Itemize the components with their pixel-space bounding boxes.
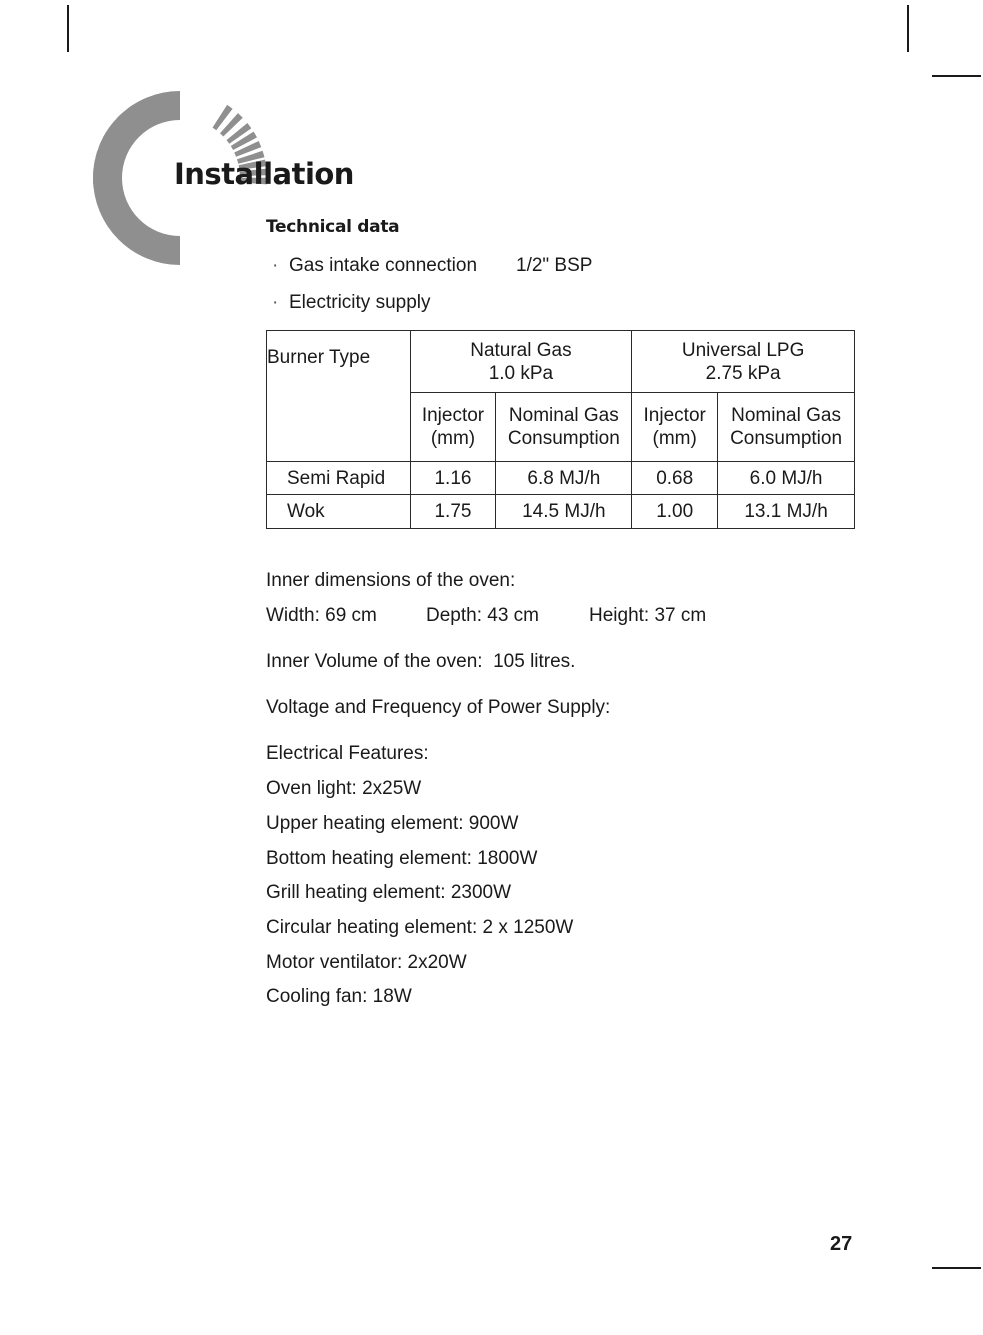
crop-mark-right-lower	[932, 1267, 981, 1269]
electrical-item: Bottom heating element: 1800W	[266, 848, 538, 869]
crop-mark-right-upper	[932, 75, 981, 77]
group-pressure: 2.75 kPa	[705, 362, 781, 384]
cell-ng-consumption: 14.5 MJ/h	[496, 495, 632, 529]
cell-ng-injector: 1.16	[410, 462, 496, 495]
electrical-item: Oven light: 2x25W	[266, 778, 422, 799]
electrical-item: Upper heating element: 900W	[266, 813, 519, 834]
subheader-line: (mm)	[430, 428, 476, 449]
cell-lpg-consumption: 13.1 MJ/h	[718, 495, 855, 529]
electrical-item: Cooling fan: 18W	[266, 986, 412, 1007]
section-title: Installation	[174, 157, 354, 191]
cell-lpg-injector: 1.00	[632, 495, 718, 529]
subheader-line: Injector	[643, 405, 706, 426]
subheader-line: Consumption	[507, 428, 620, 449]
bullet-label: Electricity supply	[289, 292, 431, 313]
subheader-consumption	[718, 393, 855, 462]
oven-volume: Inner Volume of the oven: 105 litres.	[266, 651, 576, 672]
oven-height: Height: 37 cm	[589, 605, 707, 626]
page-number: 27	[830, 1233, 853, 1255]
bullet-gas-intake	[272, 255, 593, 277]
subheader-injector	[410, 393, 496, 462]
table-header-row	[267, 331, 855, 393]
crop-mark-top-left	[67, 5, 69, 52]
subheader-line: (mm)	[652, 428, 697, 449]
section-subtitle: Technical data	[266, 217, 400, 237]
cell-burner: Semi Rapid	[267, 462, 411, 495]
cell-lpg-consumption: 6.0 MJ/h	[718, 462, 855, 495]
group-name: Natural Gas	[470, 339, 572, 361]
subheader-line: Nominal Gas	[508, 405, 619, 426]
electrical-features-heading: Electrical Features:	[266, 743, 429, 764]
cell-lpg-injector: 0.68	[632, 462, 718, 495]
bullet-value: 1/2" BSP	[516, 255, 593, 276]
crop-mark-top-right	[907, 5, 909, 52]
header-natural-gas	[410, 331, 632, 393]
table-row	[267, 495, 855, 529]
electrical-item: Motor ventilator: 2x20W	[266, 952, 467, 973]
bullet-dot-icon: ·	[272, 255, 279, 276]
cell-burner: Wok	[267, 495, 411, 529]
electrical-item: Circular heating element: 2 x 1250W	[266, 917, 574, 938]
bullet-electricity-supply	[272, 292, 431, 314]
oven-depth: Depth: 43 cm	[426, 605, 539, 626]
header-burner-type: Burner Type	[267, 331, 411, 462]
bullet-label: Gas intake connection	[289, 255, 478, 276]
burner-data-table	[266, 330, 855, 529]
group-name: Universal LPG	[681, 339, 805, 361]
oven-dimensions-label: Inner dimensions of the oven:	[266, 570, 516, 591]
table-row	[267, 462, 855, 495]
bullet-dot-icon: ·	[272, 292, 279, 313]
electrical-item: Grill heating element: 2300W	[266, 882, 512, 903]
cell-ng-injector: 1.75	[410, 495, 496, 529]
group-pressure: 1.0 kPa	[488, 362, 554, 384]
oven-width: Width: 69 cm	[266, 605, 377, 626]
subheader-line: Consumption	[730, 428, 843, 449]
cell-ng-consumption: 6.8 MJ/h	[496, 462, 632, 495]
subheader-line: Nominal Gas	[731, 405, 841, 426]
header-universal-lpg	[632, 331, 855, 393]
subheader-injector	[632, 393, 718, 462]
subheader-consumption	[496, 393, 632, 462]
power-supply-label: Voltage and Frequency of Power Supply:	[266, 697, 611, 718]
subheader-line: Injector	[421, 405, 485, 426]
